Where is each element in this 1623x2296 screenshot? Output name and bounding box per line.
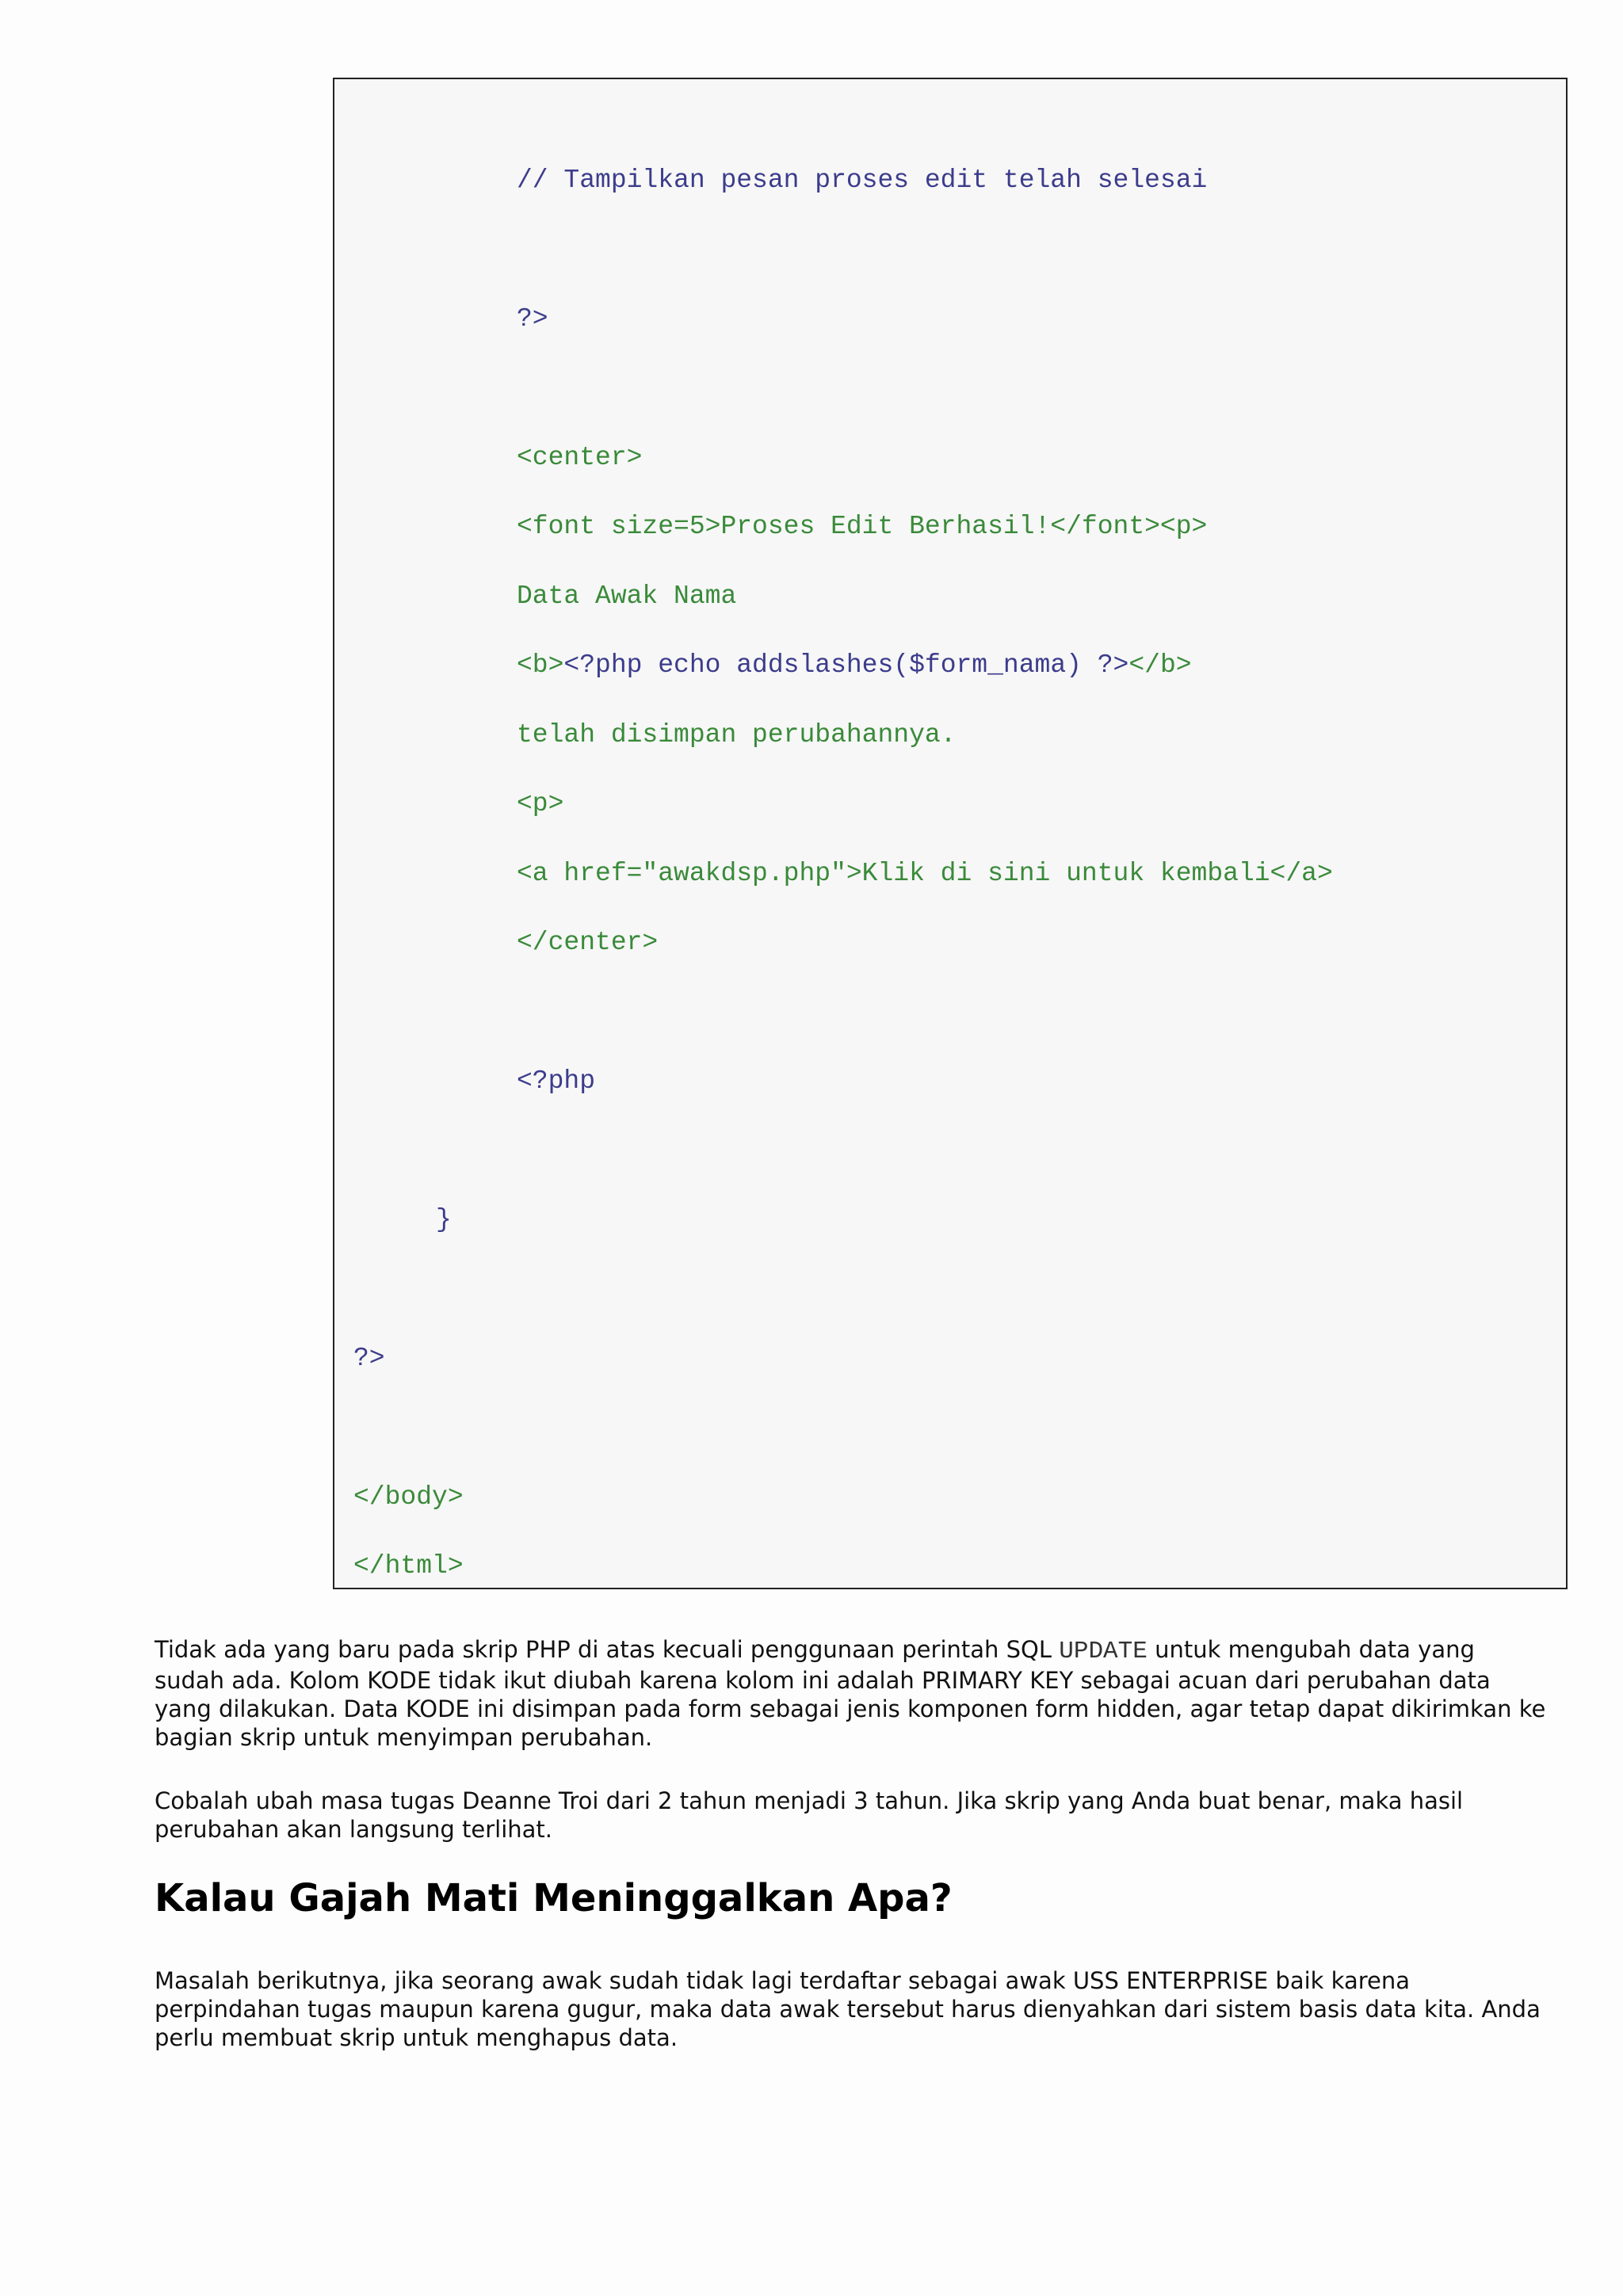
code-php-echo: <?php echo addslashes($form_nama) ?> [563,650,1129,680]
inline-code-update: UPDATE [1059,1638,1148,1665]
paragraph-text: untuk mengubah data yang sudah ada. Kolom KODE tidak ikut diubah karena kolom ini adalah PRIMARY KEY sebagai acuan dari perubahan data yang dilakukan. Data KODE ini disimpan pada form sebagai jenis komponen form hidden, agar tetap dapat dikirimkan ke bagian skrip untuk menyimpan perubahan. [155,1636,1546,1751]
code-line-echo [517,650,1192,681]
code-line-comment: // Tampilkan pesan proses edit telah selesai [517,166,1208,195]
code-line-center-open: <center> [517,443,643,472]
code-line-php-close: ?> [517,304,548,334]
paragraph-delete-intro: Masalah berikutnya, jika seorang awak sudah tidak lagi terdaftar sebagai awak USS ENTERPRISE baik karena perpindahan tugas maupun karena gugur, maka data awak tersebut harus dienyahkan dari sistem basis data kita. Anda perlu membuat skrip untuk menghapus data. [155,1967,1541,2051]
code-line-html-close: </html> [353,1551,464,1581]
code-line-link: <a href="awakdsp.php">Klik di sini untuk kembali</a> [517,859,1333,888]
code-block [333,78,1568,1589]
paragraph-try-edit: Cobalah ubah masa tugas Deanne Troi dari 2 tahun menjadi 3 tahun. Jika skrip yang Anda buat benar, maka hasil perubahan akan langsung terlihat. [155,1787,1464,1843]
code-tag-b-open: <b> [517,650,564,680]
paragraph-update-explanation [155,1635,1549,1752]
code-line-php-end: ?> [353,1344,385,1373]
section-heading: Kalau Gajah Mati Meninggalkan Apa? [155,1876,953,1920]
code-line-center-close: </center> [517,928,659,957]
code-line-brace: } [436,1205,452,1234]
code-tag-b-close: </b> [1128,650,1192,680]
paragraph-text: Tidak ada yang baru pada skrip PHP di atas kecuali penggunaan perintah SQL [155,1636,1060,1663]
code-line-p: <p> [517,789,564,818]
code-line-data-awak: Data Awak Nama [517,582,737,611]
code-line-body-close: </body> [353,1482,464,1512]
code-line-font: <font size=5>Proses Edit Berhasil!</font><p> [517,512,1208,541]
code-line-telah: telah disimpan perubahannya. [517,720,957,749]
code-line-php-open: <?php [517,1066,596,1096]
